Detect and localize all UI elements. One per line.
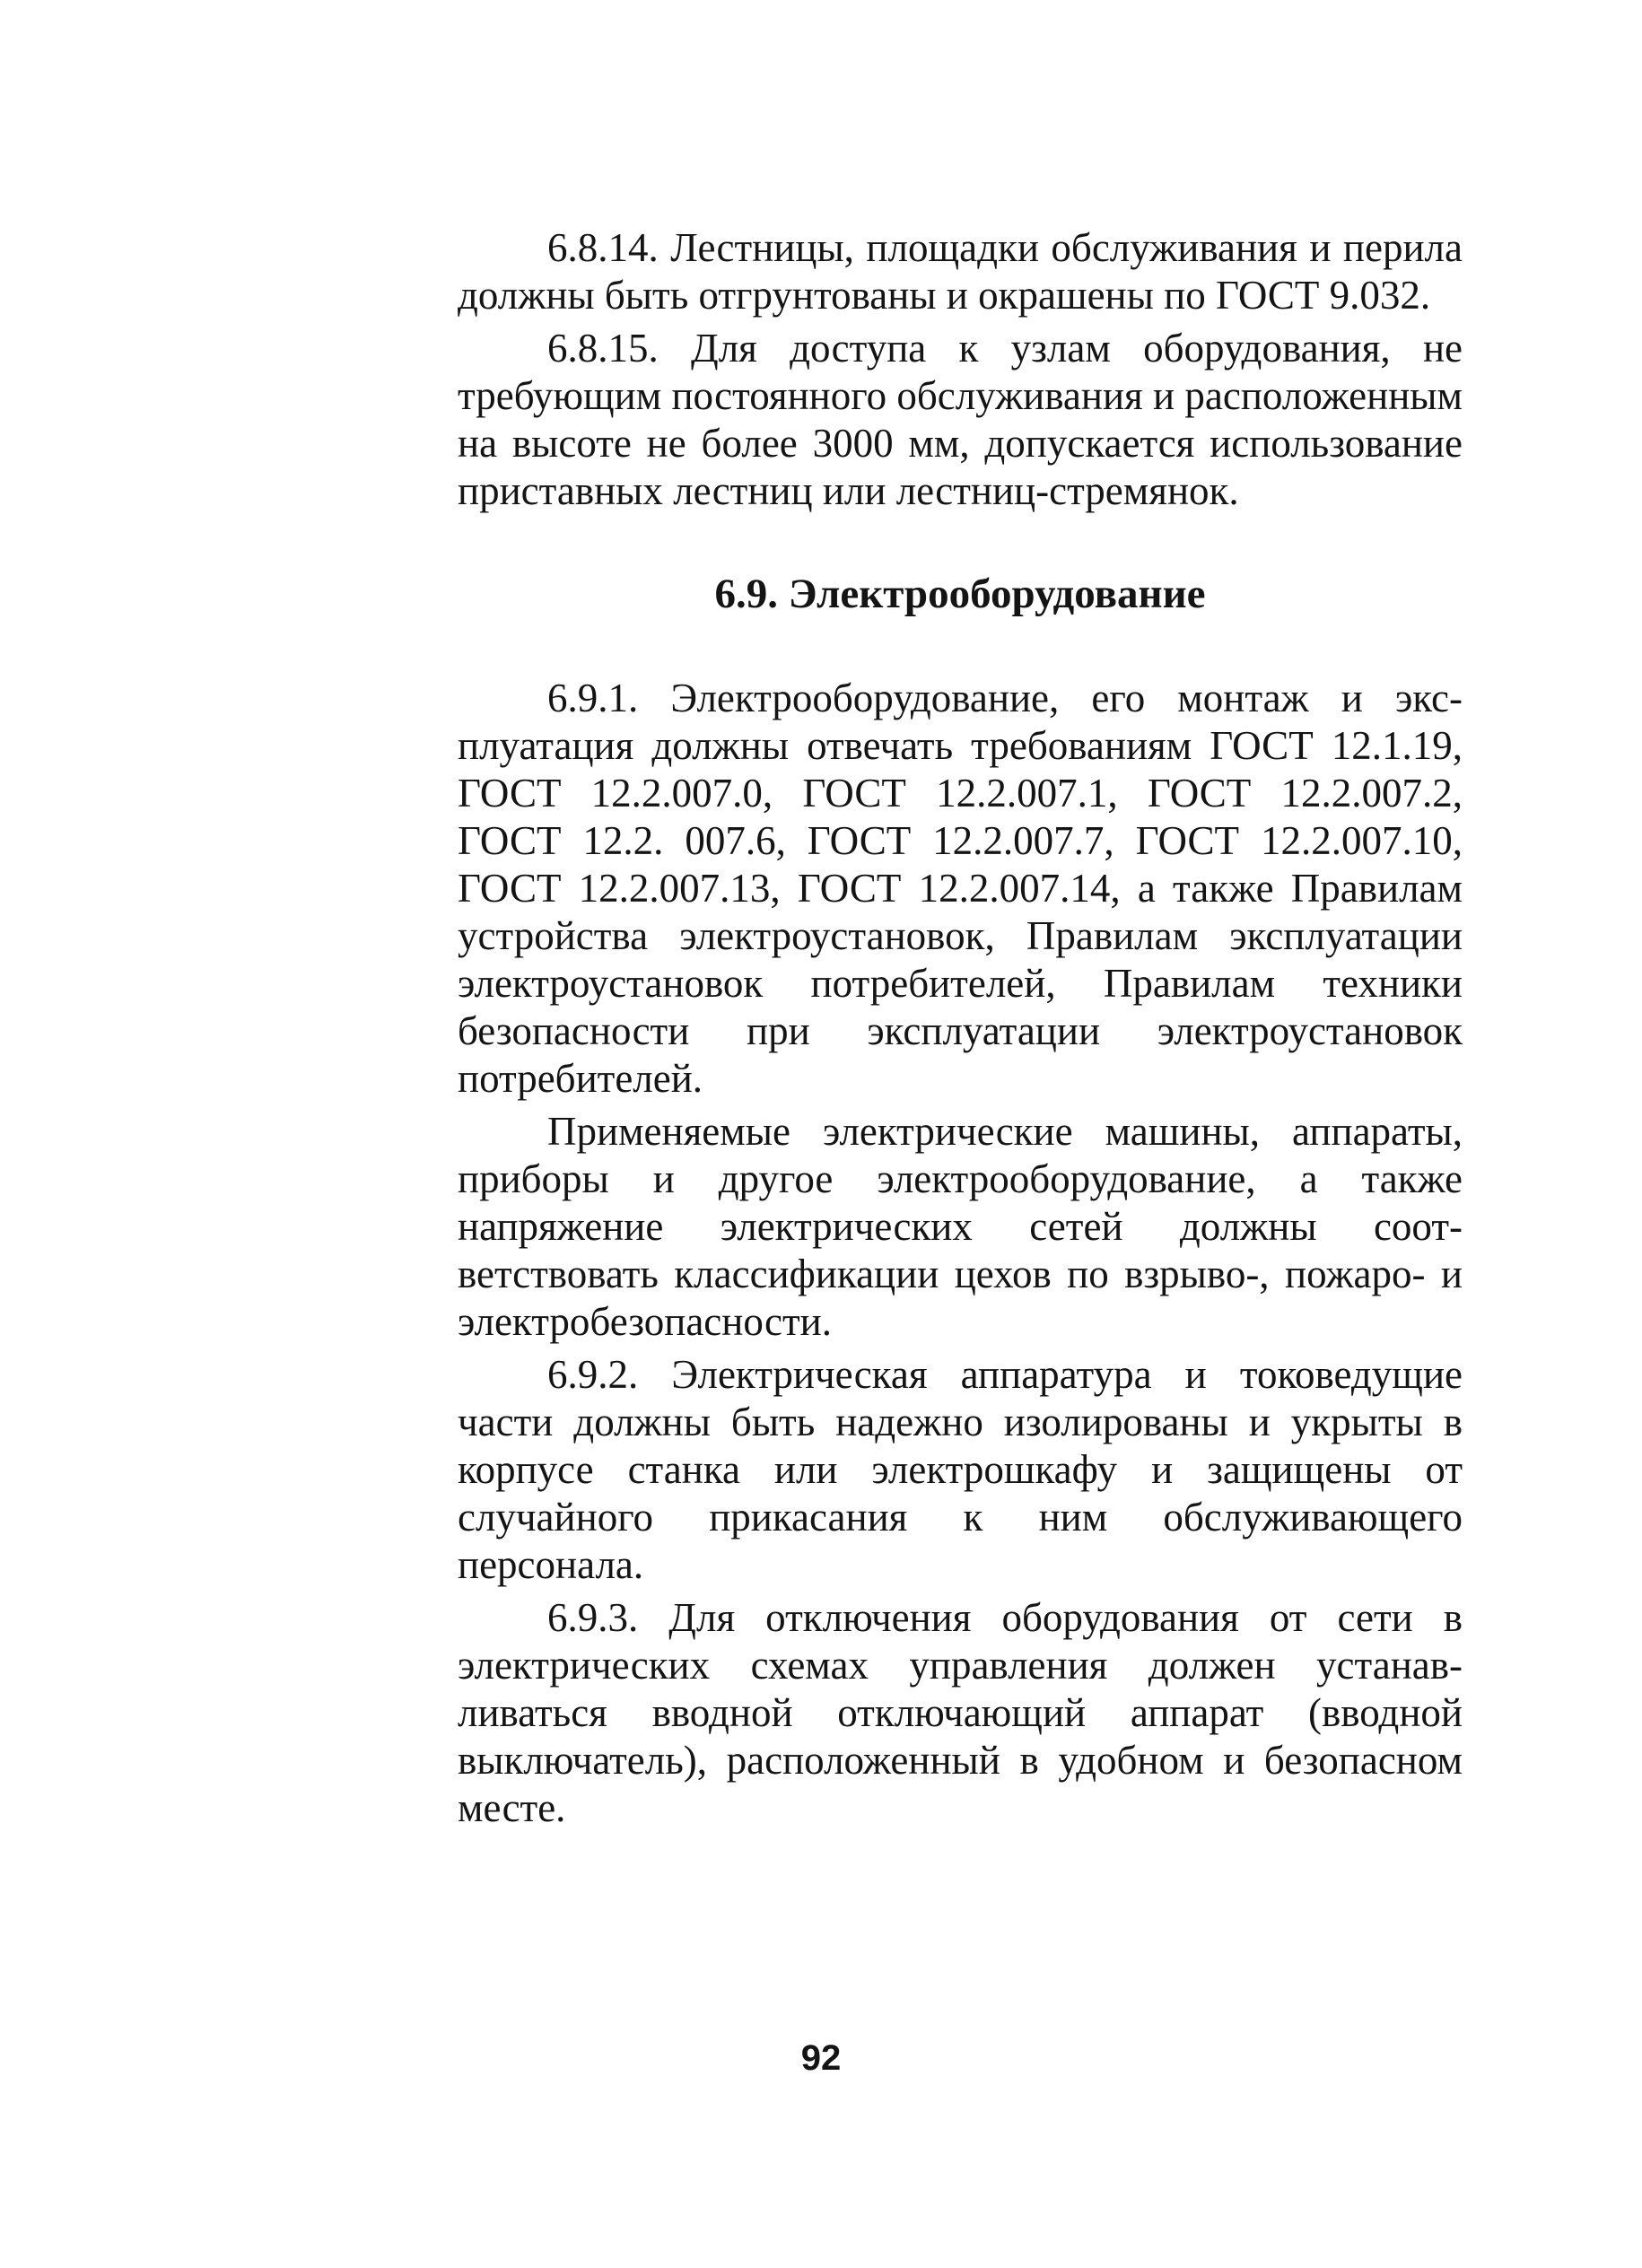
- paragraph-6-9-3: 6.9.3. Для отключения оборудования от сети в электрических схемах управления должен устанавливаться вводной отключающий аппарат (вводной выключатель), расположенный в удобном и безопасном месте.: [458, 1595, 1463, 1830]
- page-body: [458, 224, 1463, 1837]
- section-heading: 6.9. Электрооборудование: [714, 571, 1206, 617]
- paragraph-6-8-15: 6.8.15. Для доступа к узлам оборудования, не требующим постоянного обслуживания и расположенным на высоте не более 3000 мм, допускается использование приставных лестниц или лестниц-стремянок.: [458, 326, 1463, 513]
- paragraph-6-9-1: 6.9.1. Электрооборудование, его монтаж и эксплуатация должны отвечать требованиям ГОСТ 12.1.19, ГОСТ 12.2.007.0, ГОСТ 12.2.007.1, ГОСТ 12.2.007.2, ГОСТ 12.2. 007.6, ГОСТ 12.2.007.7, ГОСТ 12.2.007.10, ГОСТ 12.2.007.13, ГОСТ 12.2.007.14, а также Правилам устройства электроустановок, Правилам эксплуатации электроустановок потребителей, Правилам техники безопасности при эксплуатации электроустановок потребителей.: [458, 676, 1463, 1101]
- paragraph-6-9-2: 6.9.2. Электрическая аппаратура и токоведущие части должны быть надежно изолированы и укрыты в корпусе станка или электрошкафу и защищены от случайного прикасания к ним обслуживающего персонала.: [458, 1352, 1463, 1587]
- page-number: 92: [800, 2038, 842, 2078]
- paragraph-equipment: Применяемые электрические машины, аппараты, приборы и другое электрооборудование, а также напряжение электрических сетей должны соответствовать классификации цехов по взрыво-, пожаро- и электробезопасности.: [458, 1109, 1463, 1344]
- paragraph-6-8-14: 6.8.14. Лестницы, площадки обслуживания и перила должны быть отгрунтованы и окрашены по ГОСТ 9.032.: [458, 225, 1463, 318]
